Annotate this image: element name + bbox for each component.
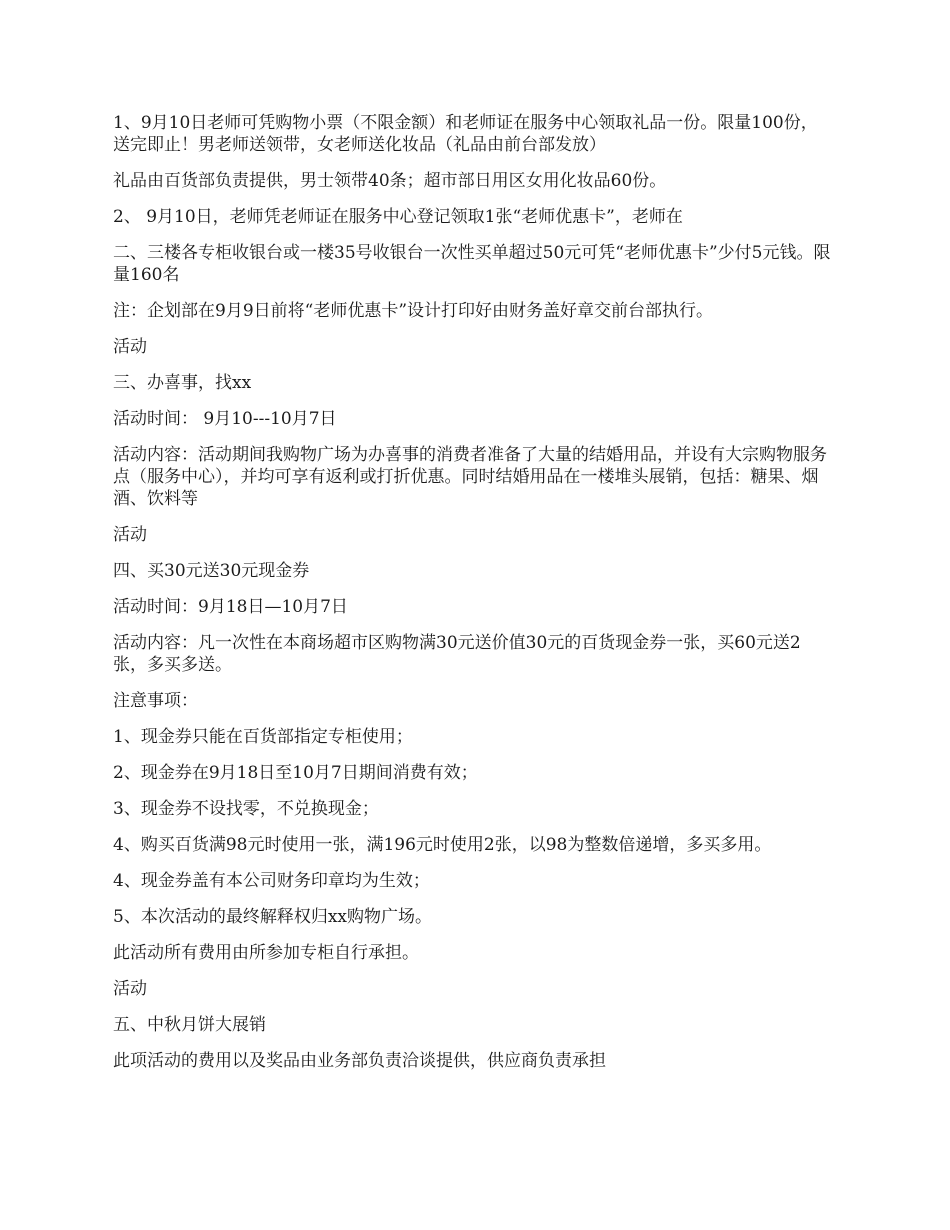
paragraph-teacher-card: 2、 9月10日，老师凭老师证在服务中心登记领取1张“老师优惠卡”，老师在 — [113, 207, 683, 227]
section-heading-wedding: 三、办喜事，找xx — [113, 373, 252, 393]
paragraph-wedding-content: 活动内容：活动期间我购物广场为办喜事的消费者准备了大量的结婚用品，并设有大宗购物服务点（服务中心），并均可享有返利或打折优惠。同时结婚用品在一楼堆头展销，包括：糖果、烟酒、饮料等 — [113, 445, 827, 509]
paragraph-wedding-time: 活动时间： 9月10---10月7日 — [113, 409, 337, 429]
paragraph-coupon-content: 活动内容：凡一次性在本商场超市区购物满30元送价值30元的百货现金券一张，买60元送2张，多买多送。 — [113, 633, 801, 675]
paragraph-gift-supply: 礼品由百货部负责提供，男士领带40条；超市部日用区女用化妆品60份。 — [113, 171, 667, 191]
paragraph-teacher-gift: 1、9月10日老师可凭购物小票（不限金额）和老师证在服务中心领取礼品一份。限量100份，送完即止！男老师送领带，女老师送化妆品（礼品由前台部发放） — [113, 113, 818, 155]
paragraph-coupon-time: 活动时间：9月18日—10月7日 — [113, 597, 348, 617]
paragraph-activity-label: 活动 — [113, 525, 147, 545]
list-item-note: 1、现金券只能在百货部指定专柜使用； — [113, 727, 413, 747]
paragraph-activity-label: 活动 — [113, 337, 147, 357]
paragraph-cost-bearing: 此活动所有费用由所参加专柜自行承担。 — [113, 943, 419, 963]
paragraph-notes-heading: 注意事项： — [113, 691, 198, 711]
section-heading-coupon: 四、买30元送30元现金券 — [113, 561, 310, 581]
section-heading-mooncake: 五、中秋月饼大展销 — [113, 1015, 266, 1035]
list-item-note: 5、本次活动的最终解释权归xx购物广场。 — [113, 907, 432, 927]
list-item-note: 4、现金券盖有本公司财务印章均为生效； — [113, 871, 430, 891]
list-item-note: 4、购买百货满98元时使用一张，满196元时使用2张，以98为整数倍递增，多买多用。 — [113, 835, 772, 855]
list-item-note: 2、现金券在9月18日至10月7日期间消费有效； — [113, 763, 478, 783]
paragraph-activity-label: 活动 — [113, 979, 147, 999]
paragraph-note-planning: 注：企划部在9月9日前将“老师优惠卡”设计打印好由财务盖好章交前台部执行。 — [113, 301, 714, 321]
list-item-note: 3、现金券不设找零，不兑换现金； — [113, 799, 379, 819]
paragraph-card-discount: 二、三楼各专柜收银台或一楼35号收银台一次性买单超过50元可凭“老师优惠卡”少付5元钱。限量160名 — [113, 243, 831, 285]
paragraph-mooncake-cost: 此项活动的费用以及奖品由业务部负责洽谈提供，供应商负责承担 — [113, 1051, 606, 1071]
document-body — [113, 112, 833, 1086]
